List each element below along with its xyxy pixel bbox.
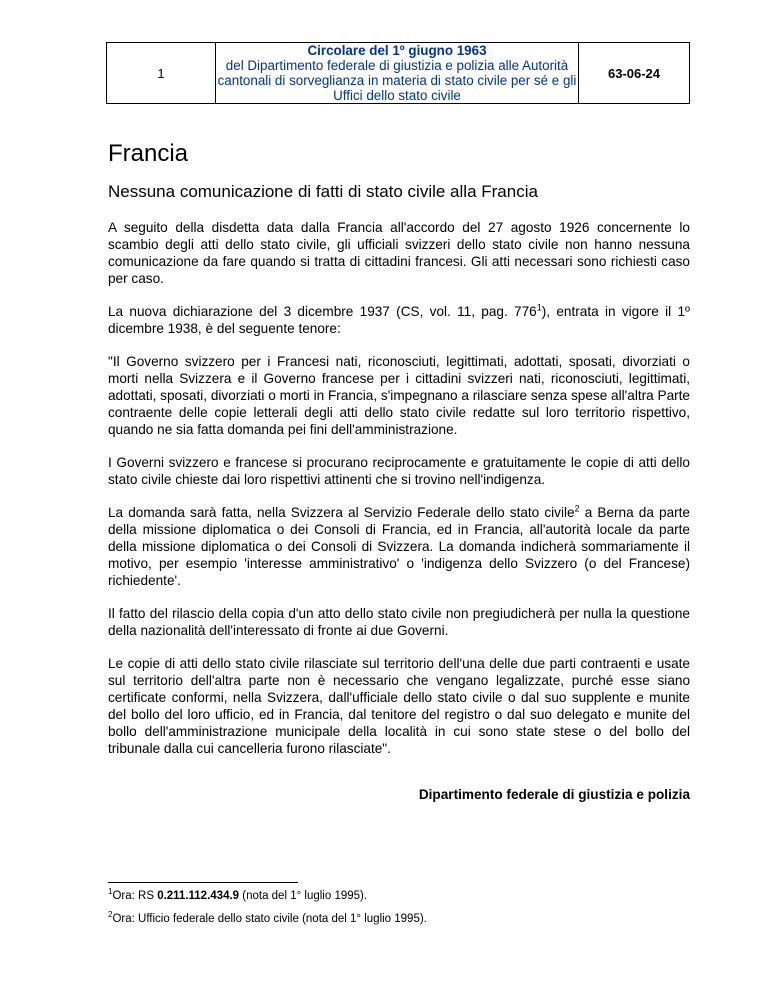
footnote-1-mark: 1 <box>108 887 113 897</box>
footnote-ref-1[interactable]: 1 <box>536 302 542 313</box>
section-title: Nessuna comunicazione di fatti di stato civile alla Francia <box>108 182 538 201</box>
document-code: 63-06-24 <box>579 43 690 104</box>
paragraph-6: Il fatto del rilascio della copia d'un atto dello stato civile non pregiudicherà per nulla la questione della nazionalità dell'interessato di fronte ai due Governi. <box>108 606 690 638</box>
paragraph-2 <box>108 303 690 337</box>
paragraph-3: "Il Governo svizzero per i Francesi nati, riconosciuti, legittimati, adottati, sposati, divorziati o morti nella Svizzera e il Governo francese per i cittadini svizzeri nati, riconosciuti, legittimati, adottati, sposati, divorziati o morti in Francia, s'impegnano a rilasciare senza spese all'altra Parte contraente delle copie letterali degli atti dello stato civile redatte sul loro territorio rispettivo, quando ne sia fatta domanda pei fini dell'amministrazione. <box>108 354 690 437</box>
paragraph-5 <box>108 504 690 589</box>
footnote-1-text-b: (nota del 1° luglio 1995). <box>239 890 368 902</box>
paragraph-7: Le copie di atti dello stato civile rilasciate sul territorio dell'una delle due parti contraenti e usate sul territorio dell'altra parte non è necessario che vengano legalizzate, purché esse siano certificate conformi, nella Svizzera, dall'ufficiale dello stato civile o dal suo supplente e munite del bollo del loro ufficio, ed in Francia, dal tenitore del registro o dal suo delegato e munite del bollo dell'amministrazione municipale della località in cui sono state stese o del bollo del tribunale dalla cui cancelleria furono rilasciate". <box>108 656 690 756</box>
footnote-2-text: Ora: Ufficio federale dello stato civile (nota del 1° luglio 1995). <box>112 913 427 925</box>
paragraph-5-text-a: La domanda sarà fatta, nella Svizzera al Servizio Federale dello stato civile <box>108 505 575 520</box>
paragraph-2-text-b: ), entrata in vigore il 1º dicembre 1938, è del seguente tenore: <box>108 304 690 336</box>
footnote-ref-2[interactable]: 2 <box>574 503 580 514</box>
paragraph-5-text-b: a Berna da parte della missione diplomatica o dei Consoli di Francia, ed in Francia, all'autorità locale da parte della missione diplomatica o dei Consoli di Svizzera. La domanda indicherà sommariamente il motivo, per esempio 'interesse amministrativo' o 'indigenza dello Svizzero (o del Francese) richiedente'. <box>108 505 690 588</box>
circular-title: Circolare del 1º giugno 1963 <box>307 43 487 58</box>
footnote-divider <box>108 882 298 883</box>
document-body <box>108 120 690 802</box>
paragraph-2-text-a: La nuova dichiarazione del 3 dicembre 1937 (CS, vol. 11, pag. 776 <box>108 304 537 319</box>
page-title: Francia <box>108 140 189 167</box>
circular-subtitle: del Dipartimento federale di giustizia e polizia alle Autorità cantonali di sorveglianza in materia di stato civile per sé e gli Uffici dello stato civile <box>217 58 577 103</box>
circular-title-cell <box>216 43 579 104</box>
footnote-2-mark: 2 <box>108 910 113 920</box>
paragraph-1: A seguito della disdetta data dalla Francia all'accordo del 27 agosto 1926 concernente lo scambio degli atti dello stato civile, gli ufficiali svizzeri dello stato civile non hanno nessuna comunicazione da fare quando si tratta di cittadini francesi. Gli atti necessari sono richiesti caso per caso. <box>108 220 690 286</box>
page-number: 1 <box>107 43 216 104</box>
footnote-1-text-a: Ora: RS <box>112 890 158 902</box>
footnote-1-reference: 0.211.112.434.9 <box>157 890 240 902</box>
header-table <box>106 42 690 104</box>
signature: Dipartimento federale di giustizia e polizia <box>418 787 690 802</box>
footnote-1 <box>108 889 367 903</box>
footnote-2 <box>108 912 427 926</box>
paragraph-4: I Governi svizzero e francese si procurano reciprocamente e gratuitamente le copie di atti dello stato civile chieste dai loro rispettivi attinenti che si trovino nell'indigenza. <box>108 455 690 487</box>
